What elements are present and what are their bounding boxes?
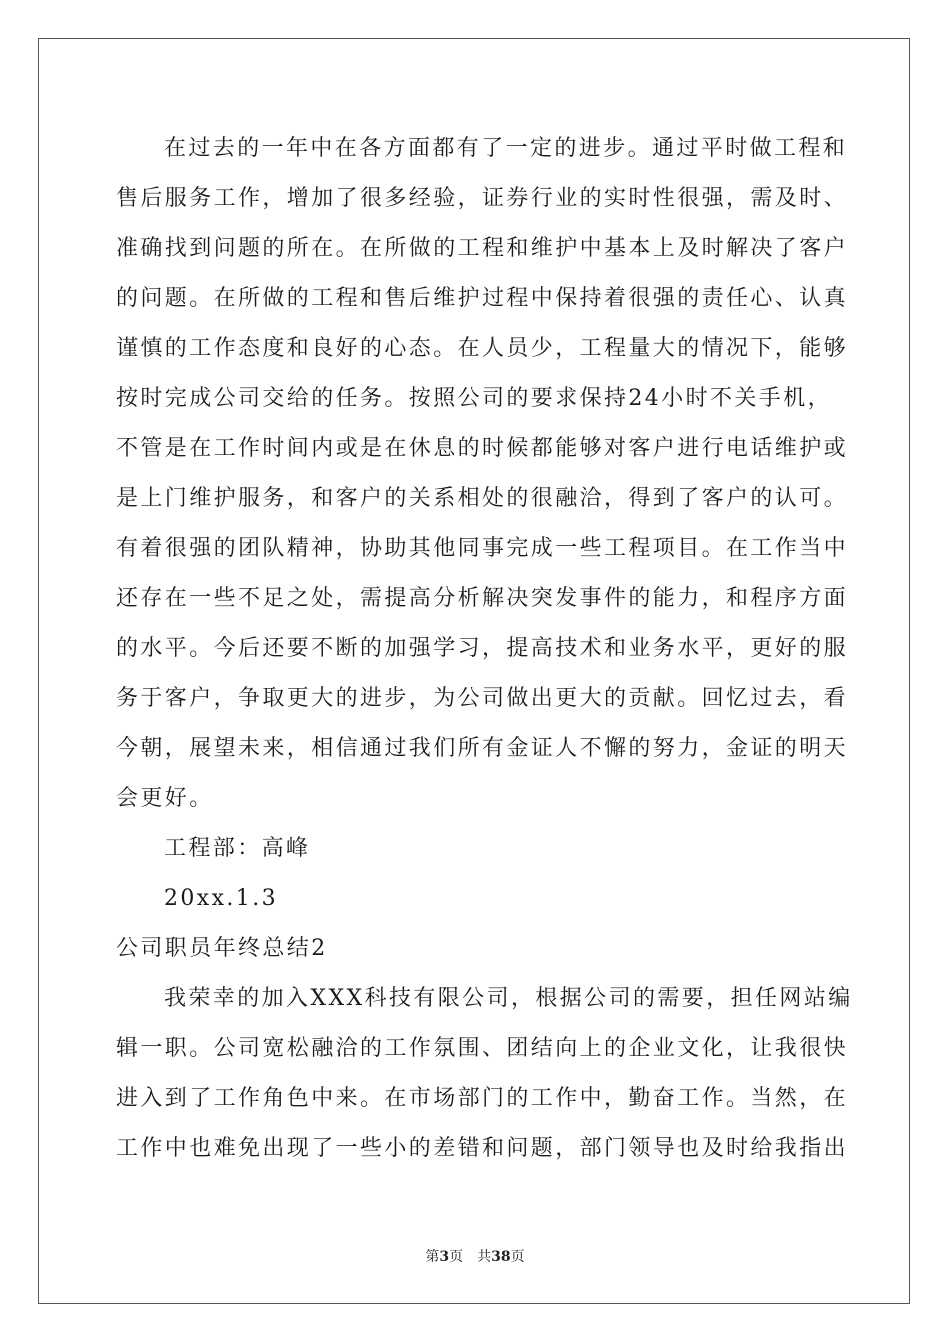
document-body (116, 124, 853, 1174)
signature-date: 20xx.1.3 (164, 886, 278, 911)
current-page-number: 3 (439, 1249, 450, 1265)
page-prefix: 第 (425, 1249, 440, 1265)
paragraph-line: 在过去的一年中在各方面都有了一定的进步。通过平时做工程和 (164, 136, 848, 161)
total-pages-number: 38 (491, 1249, 511, 1265)
paragraph-line: 的水平。今后还要不断的加强学习，提高技术和业务水平，更好的服 (116, 636, 849, 661)
signature-department: 工程部：高峰 (164, 836, 311, 861)
paragraph-line: 按时完成公司交给的任务。按照公司的要求保持24小时不关手机， (116, 386, 832, 411)
paragraph-line: 工作中也难免出现了一些小的差错和问题，部门领导也及时给我指出 (116, 1136, 849, 1161)
paragraph-line: 不管是在工作时间内或是在休息的时候都能够对客户进行电话维护或 (116, 436, 849, 461)
paragraph-line: 是上门维护服务，和客户的关系相处的很融洽，得到了客户的认可。 (116, 486, 849, 511)
paragraph-line: 准确找到问题的所在。在所做的工程和维护中基本上及时解决了客户 (116, 236, 849, 261)
paragraph-line: 会更好。 (116, 786, 214, 811)
page-suffix: 页 (510, 1249, 525, 1265)
paragraph-line: 我荣幸的加入XXX科技有限公司，根据公司的需要，担任网站编 (164, 986, 853, 1011)
paragraph-line: 进入到了工作角色中来。在市场部门的工作中，勤奋工作。当然，在 (116, 1086, 849, 1111)
paragraph-line: 售后服务工作，增加了很多经验，证券行业的实时性很强，需及时、 (116, 186, 849, 211)
paragraph-line: 有着很强的团队精神，协助其他同事完成一些工程项目。在工作当中 (116, 536, 849, 561)
paragraph-line: 的问题。在所做的工程和售后维护过程中保持着很强的责任心、认真 (116, 286, 849, 311)
paragraph-line: 今朝，展望未来，相信通过我们所有金证人不懈的努力，金证的明天 (116, 736, 849, 761)
paragraph-line: 谨慎的工作态度和良好的心态。在人员少，工程量大的情况下，能够 (116, 336, 849, 361)
paragraph-line: 务于客户，争取更大的进步，为公司做出更大的贡献。回忆过去，看 (116, 686, 849, 711)
paragraph-line: 还存在一些不足之处，需提高分析解决突发事件的能力，和程序方面 (116, 586, 849, 611)
page-mid: 页 共 (449, 1249, 492, 1265)
paragraph-line: 辑一职。公司宽松融洽的工作氛围、团结向上的企业文化，让我很快 (116, 1036, 849, 1061)
section-heading: 公司职员年终总结2 (116, 936, 328, 961)
page-footer (0, 1246, 950, 1266)
